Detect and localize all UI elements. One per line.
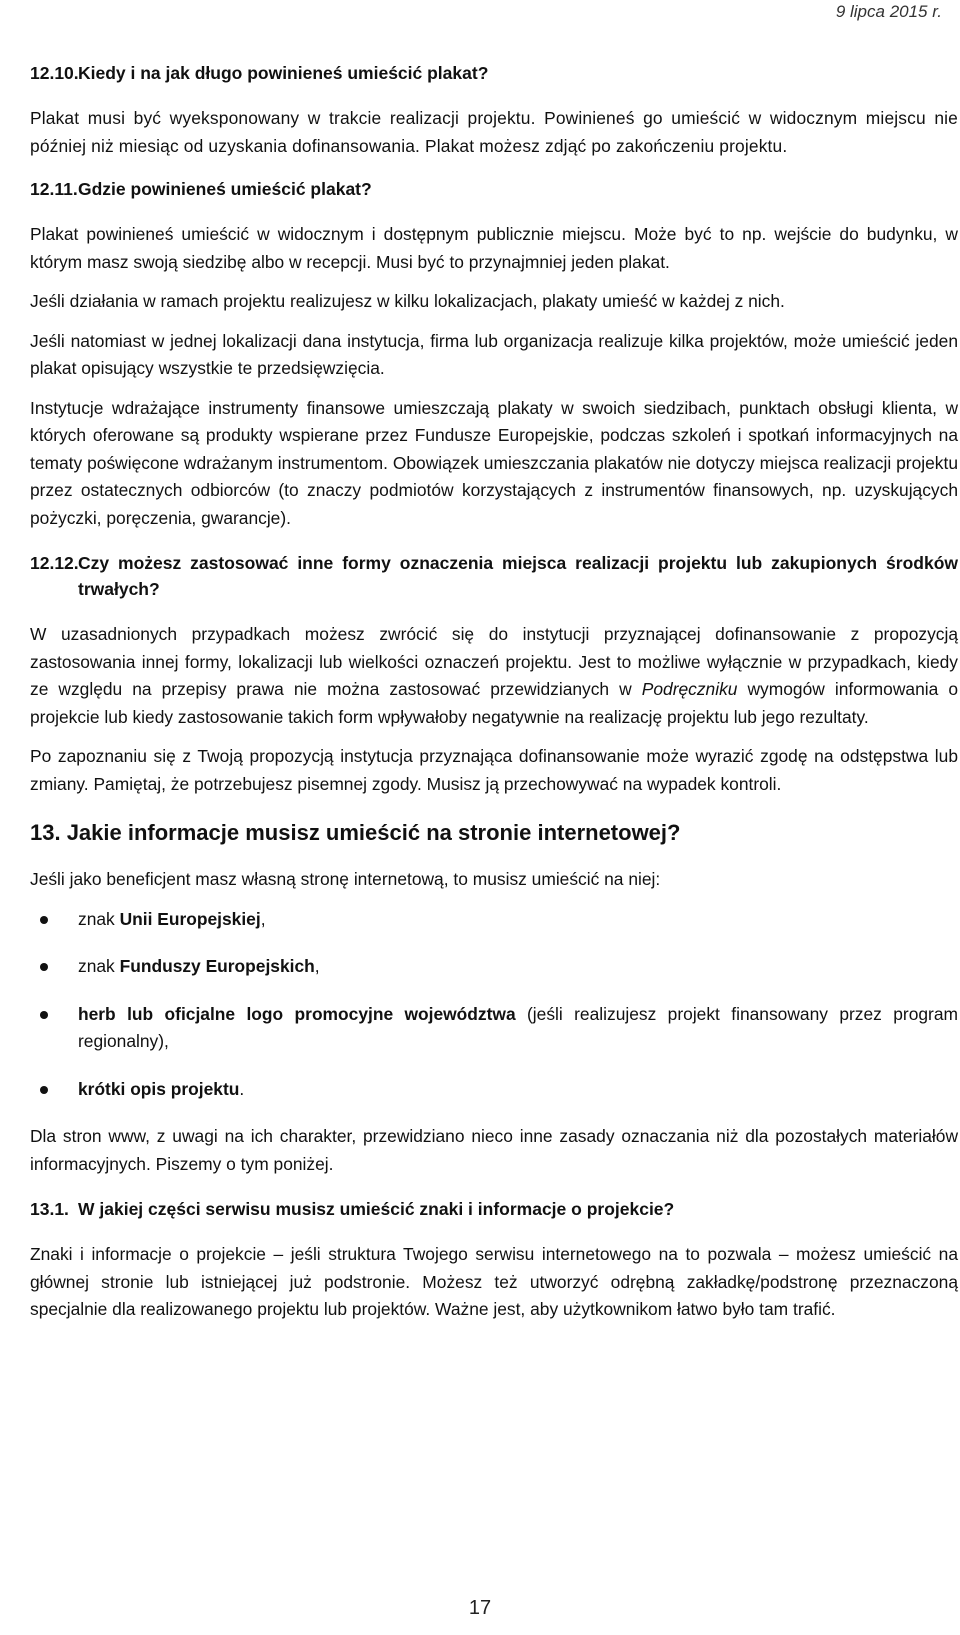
list-item-bold: Unii Europejskiej	[119, 908, 261, 929]
paragraph: Instytucje wdrażające instrumenty finansowe umieszczają plakaty w swoich siedzibach, punktach obsługi klienta, w których oferowane są produkty wspierane przez Fundusze Europejskie, podczas szkoleń i spotkań informacyjnych na tematy poświęcone wdrażanym instrumentom. Obowiązek umieszczania plakatów nie dotyczy miejsca realizacji projektu przez ostatecznych odbiorców (to znaczy podmiotów korzystających z instrumentów finansowych, np. uzyskujących pożyczki, poręczenia, gwarancje).	[30, 397, 958, 528]
list-item-text: ,	[314, 956, 320, 976]
list-item-bold: herb lub oficjalne logo promocyjne województwa	[78, 1003, 516, 1024]
section-title: Gdzie powinieneś umieścić plakat?	[78, 179, 372, 199]
paragraph: Jeśli natomiast w jednej lokalizacji dana instytucja, firma lub organizacja realizuje kilka projektów, może umieścić jeden plakat opisujący wszystkie te przedsięwzięcia.	[30, 330, 958, 378]
bullet-icon	[40, 916, 48, 924]
section-12-11-heading	[30, 176, 958, 202]
paragraph-text: wymogów informowania o projekcie lub kiedy zastosowanie takich form wpływałoby negatywnie na realizację projektu lub jego rezultaty.	[30, 679, 958, 727]
paragraph: Plakat musi być wyeksponowany w trakcie realizacji projektu. Powinieneś go umieścić w widocznym miejscu nie później niż miesiąc od uzyskania dofinansowania. Plakat możesz zdjąć po zakończeniu projektu.	[30, 108, 958, 156]
list-item-bold: krótki opis projektu	[78, 1078, 240, 1099]
section-number: 13.1.	[30, 1199, 69, 1219]
section-13-1-heading	[30, 1196, 958, 1222]
section-title: W jakiej części serwisu musisz umieścić znaki i informacje o projekcie?	[78, 1199, 675, 1219]
paragraph	[30, 621, 958, 731]
list-item	[30, 953, 958, 981]
paragraph: Znaki i informacje o projekcie – jeśli struktura Twojego serwisu internetowego na to pozwala – możesz umieścić na głównej stronie lub istniejącej już podstronie. Możesz też utworzyć odrębną zakładkę/podstronę przeznaczoną specjalnie dla realizowanego projektu lub projektów. Ważne jest, aby użytkownikom łatwo było tam trafić.	[30, 1244, 958, 1319]
section-number: 12.10.	[30, 63, 79, 83]
page-number: 17	[468, 1597, 492, 1619]
paragraph-text: W uzasadnionych przypadkach możesz zwrócić się do instytucji przyznającej dofinansowanie z propozycją zastosowania innej formy, lokalizacji lub wielkości oznaczeń projektu. Jest to możliwe wyłącznie w przypadkach, kiedy ze względu na przepisy prawa nie można zastosować przewidzianych w	[30, 624, 958, 699]
paragraph-italic: Podręczniku	[641, 679, 738, 699]
section-title: Kiedy i na jak długo powinieneś umieścić plakat?	[78, 63, 489, 83]
list-item	[30, 906, 958, 934]
section-number: 12.12.	[30, 553, 79, 573]
section-12-10-heading	[30, 60, 958, 86]
list-item-text: .	[239, 1078, 245, 1099]
paragraph: Dla stron www, z uwagi na ich charakter, przewidziano nieco inne zasady oznaczania niż dla pozostałych materiałów informacyjnych. Piszemy o tym poniżej.	[30, 1126, 958, 1174]
list-item-text: ,	[260, 908, 266, 929]
paragraph: Jeśli jako beneficjent masz własną stronę internetową, to musisz umieścić na niej:	[30, 869, 661, 889]
page-content	[30, 60, 958, 1336]
list-item	[30, 1076, 958, 1104]
section-number: 12.11.	[30, 179, 78, 199]
section-12-12-heading	[30, 550, 958, 602]
list-item	[30, 1001, 958, 1056]
paragraph: Po zapoznaniu się z Twoją propozycją instytucja przyznająca dofinansowanie może wyrazić zgodę na odstępstwa lub zmiany. Pamiętaj, że potrzebujesz pisemnej zgody. Musisz ją przechowywać na wypadek kontroli.	[30, 746, 958, 794]
bullet-list	[30, 906, 958, 1104]
chapter-13-heading: 13. Jakie informacje musisz umieścić na stronie internetowej?	[30, 820, 681, 845]
bullet-icon	[40, 1086, 48, 1094]
header-date: 9 lipca 2015 r.	[835, 2, 942, 21]
list-item-text: (jeśli realizujesz projekt finansowany przez program regionalny),	[78, 1003, 958, 1051]
paragraph: Plakat powinieneś umieścić w widocznym i dostępnym publicznie miejscu. Może być to np. wejście do budynku, w którym masz swoją siedzibę albo w recepcji. Musi być to przynajmniej jeden plakat.	[30, 224, 958, 272]
paragraph: Jeśli działania w ramach projektu realizujesz w kilku lokalizacjach, plakaty umieść w każdej z nich.	[30, 291, 785, 311]
list-item-text: znak	[78, 956, 120, 976]
section-title: Czy możesz zastosować inne formy oznaczenia miejsca realizacji projektu lub zakupionych środków trwałych?	[78, 553, 958, 599]
list-item-bold: Funduszy Europejskich	[119, 956, 315, 976]
list-item-text: znak	[78, 908, 120, 929]
bullet-icon	[40, 1011, 48, 1019]
bullet-icon	[40, 963, 48, 971]
